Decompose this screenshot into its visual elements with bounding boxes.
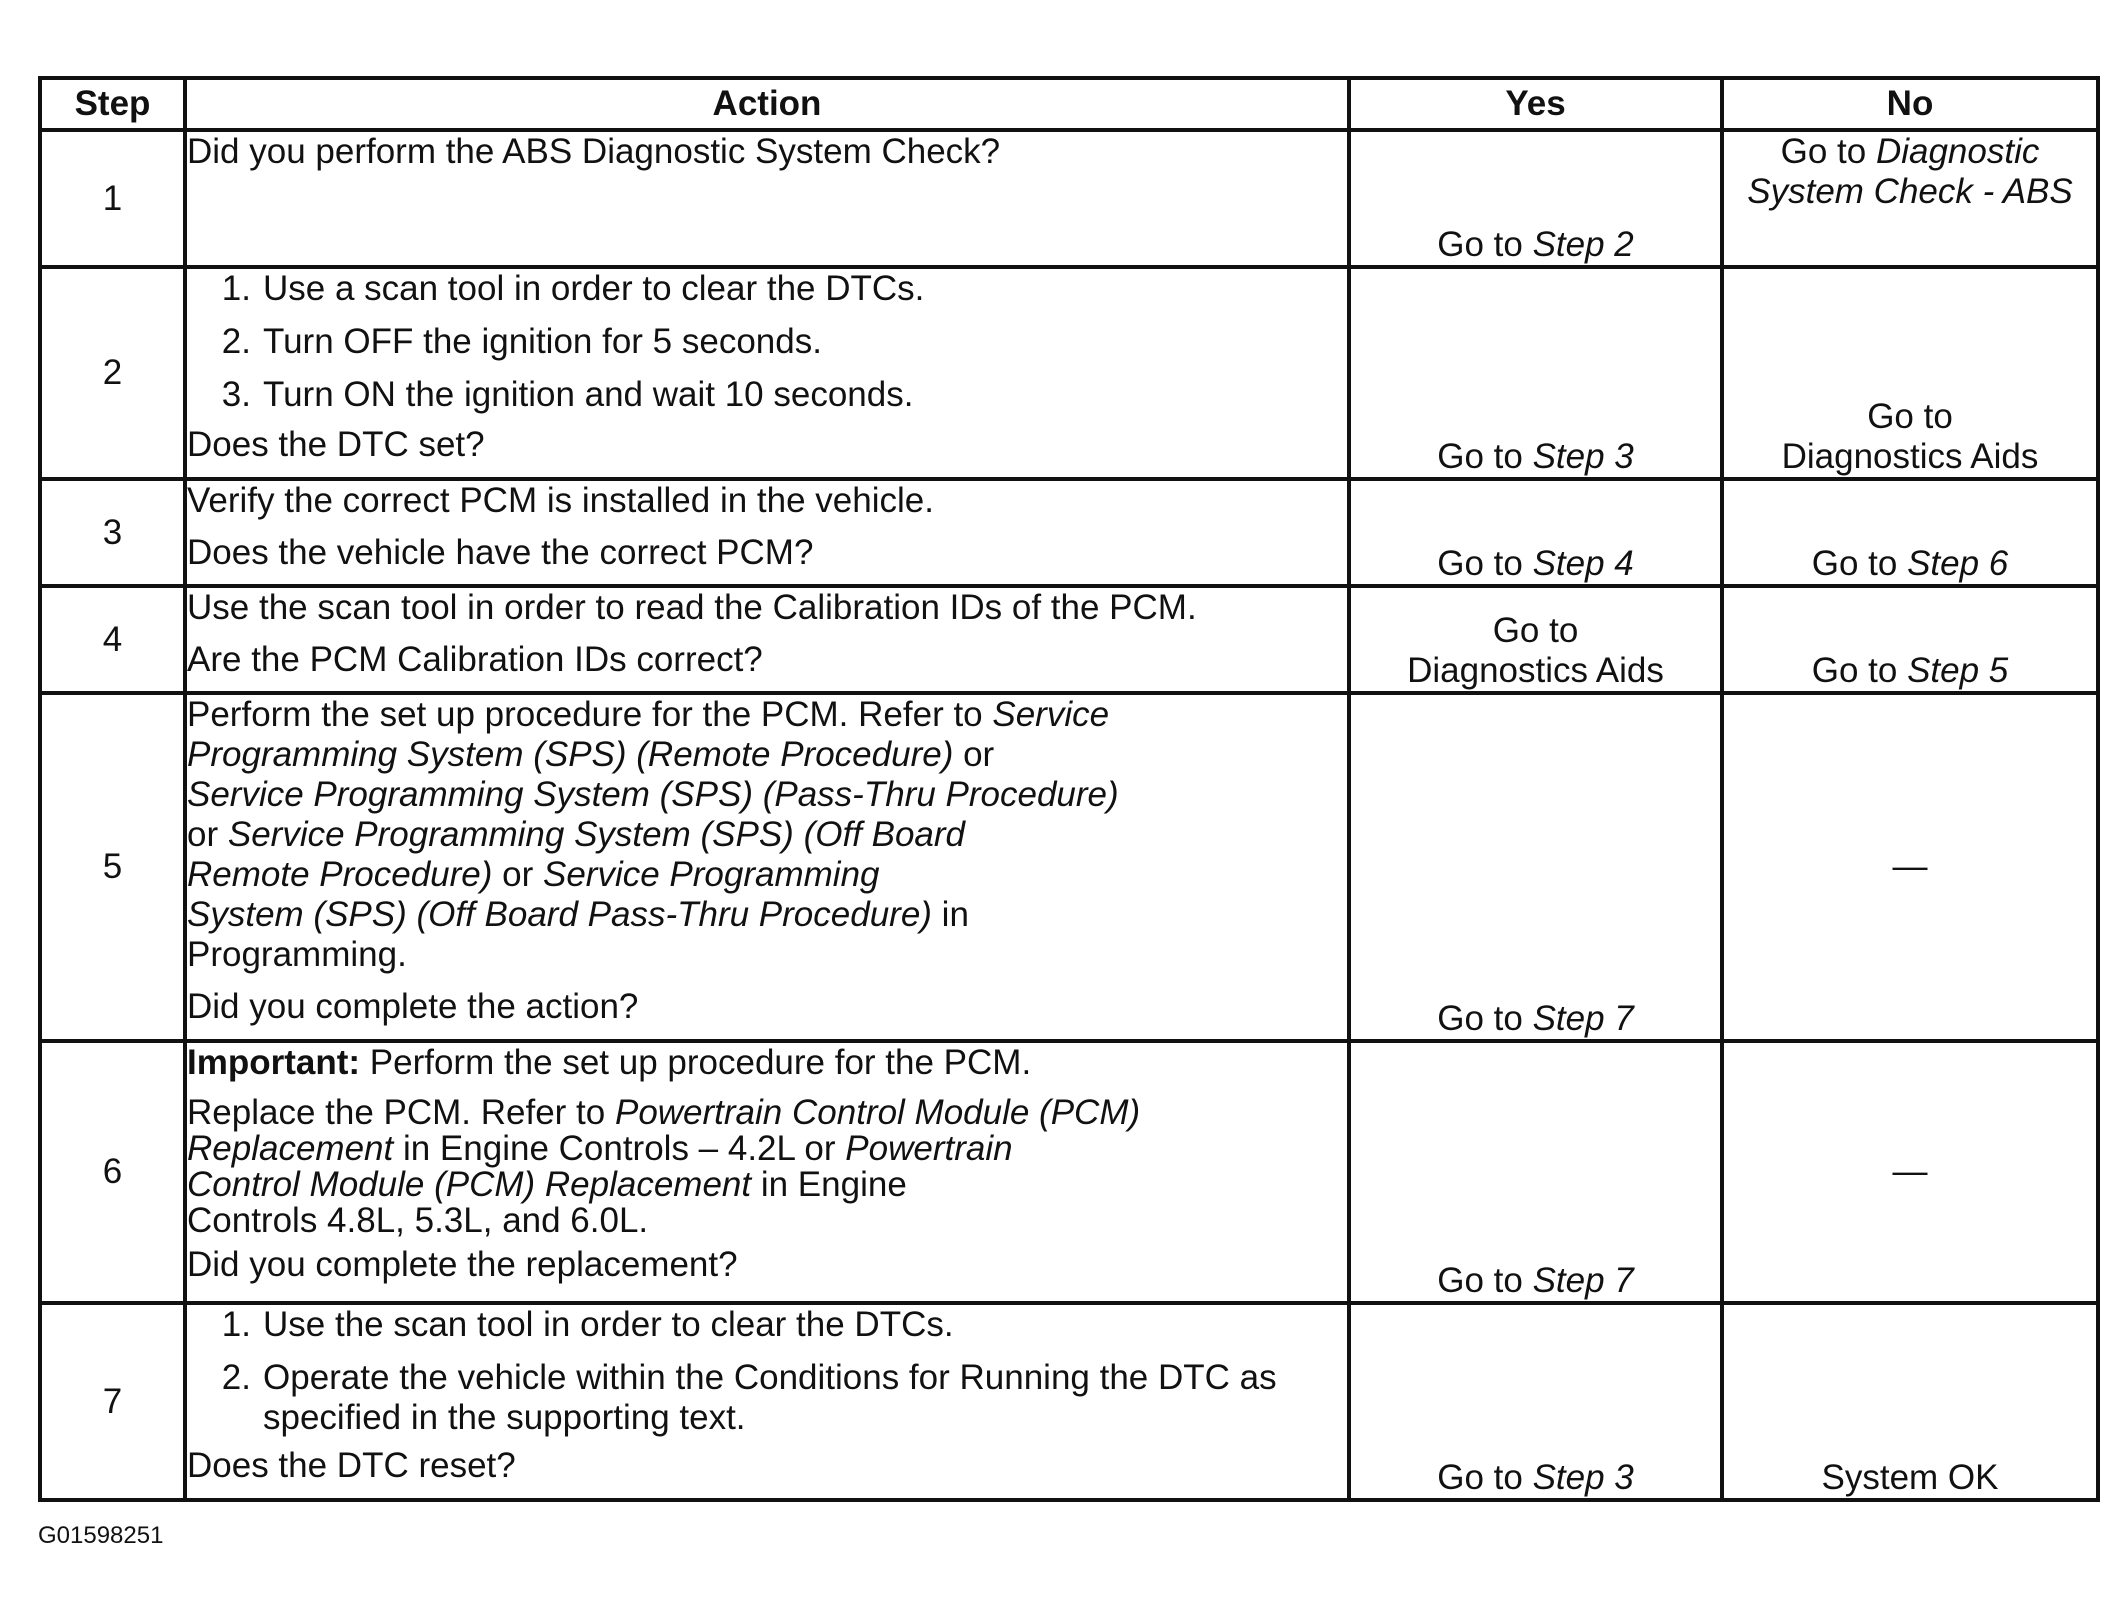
no-link: Diagnostic — [1875, 132, 2040, 171]
yes-prefix: Go to — [1437, 437, 1533, 476]
list-item: 2. Turn OFF the ignition for 5 seconds. — [221, 322, 822, 361]
yes-prefix: Go to — [1437, 1458, 1533, 1497]
step-number: 6 — [40, 1041, 185, 1303]
table-row — [40, 267, 2098, 479]
yes-cell — [1349, 1041, 1722, 1303]
reference-link: Service Programming System (SPS) (Pass-Thru Procedure) — [187, 775, 1119, 814]
reference-link: Control Module (PCM) Replacement — [187, 1165, 752, 1204]
no-prefix: Go to — [1780, 132, 1876, 171]
action-text: in Engine — [751, 1165, 907, 1204]
step-number: 3 — [40, 479, 185, 586]
yes-step-link: Step 7 — [1532, 999, 1634, 1038]
important-label: Important: — [187, 1043, 361, 1082]
table-row — [40, 586, 2098, 693]
important-text: Perform the set up procedure for the PCM. — [360, 1043, 1032, 1082]
action-text: Perform the set up procedure for the PCM. Refer to — [187, 695, 993, 734]
procedure-list — [187, 269, 1347, 415]
table-row — [40, 693, 2098, 1041]
no-step-link: Step 6 — [1907, 544, 2009, 583]
yes-cell — [1349, 130, 1722, 267]
no-prefix: Go to — [1811, 651, 1908, 690]
procedure-list — [187, 1305, 1347, 1438]
table-row — [40, 479, 2098, 586]
reference-link: System (SPS) (Off Board Pass-Thru Procedure) — [187, 895, 932, 934]
question-text: Does the vehicle have the correct PCM? — [187, 533, 814, 572]
action-cell — [185, 479, 1349, 586]
yes-step-link: Step 7 — [1532, 1261, 1634, 1300]
action-text: Use the scan tool in order to read the Calibration IDs of the PCM. — [187, 588, 1197, 627]
no-dash: — — [1892, 847, 1928, 886]
no-prefix: Go to — [1811, 544, 1908, 583]
no-link-cont: System Check - ABS — [1747, 172, 2073, 211]
yes-cell — [1349, 267, 1722, 479]
action-cell — [185, 1303, 1349, 1500]
action-cell — [185, 1041, 1349, 1303]
action-cell — [185, 267, 1349, 479]
no-cell — [1722, 1303, 2098, 1500]
yes-prefix: Go to — [1437, 225, 1533, 264]
step-number: 2 — [40, 267, 185, 479]
no-dash: — — [1892, 1152, 1928, 1191]
table-row — [40, 1303, 2098, 1500]
header-no: No — [1722, 78, 2098, 130]
table-header-row — [40, 78, 2098, 130]
action-text: in Engine Controls – 4.2L or — [393, 1129, 846, 1168]
action-text: Controls 4.8L, 5.3L, and 6.0L. — [187, 1201, 649, 1240]
no-target: Diagnostics Aids — [1781, 437, 2039, 476]
no-cell — [1722, 130, 2098, 267]
yes-cell — [1349, 1303, 1722, 1500]
reference-link: Service — [992, 695, 1110, 734]
no-cell — [1722, 693, 2098, 1041]
yes-cell — [1349, 586, 1722, 693]
yes-prefix: Go to — [1437, 544, 1533, 583]
step-number: 5 — [40, 693, 185, 1041]
yes-prefix: Go to — [1437, 1261, 1533, 1300]
question-text: Did you complete the action? — [187, 987, 639, 1026]
action-text: Verify the correct PCM is installed in the vehicle. — [187, 481, 934, 520]
list-item: 2. Operate the vehicle within the Conditions for Running the DTC as specified in the supporting text. — [221, 1358, 1277, 1437]
diagnostic-table — [38, 76, 2100, 1502]
reference-link: Replacement — [187, 1129, 394, 1168]
step-number: 4 — [40, 586, 185, 693]
figure-id: G01598251 — [38, 1522, 164, 1549]
action-text: Replace the PCM. Refer to — [187, 1093, 615, 1132]
list-item: 1. Use the scan tool in order to clear the DTCs. — [221, 1305, 954, 1344]
action-cell — [185, 130, 1349, 267]
reference-link: Service Programming System (SPS) (Off Board — [227, 815, 966, 854]
yes-prefix: Go to — [1492, 611, 1579, 650]
no-cell — [1722, 267, 2098, 479]
no-cell — [1722, 1041, 2098, 1303]
action-text: or — [953, 735, 995, 774]
no-cell — [1722, 586, 2098, 693]
reference-link: Remote Procedure) — [187, 855, 493, 894]
action-text: or — [187, 815, 228, 854]
table-row — [40, 130, 2098, 267]
question-text: Does the DTC set? — [187, 425, 485, 464]
yes-step-link: Step 3 — [1532, 1458, 1634, 1497]
yes-step-link: Step 2 — [1532, 225, 1634, 264]
no-prefix: Go to — [1867, 397, 1953, 436]
action-text: Did you perform the ABS Diagnostic System Check? — [187, 132, 1001, 171]
action-text: Programming. — [187, 935, 407, 974]
list-item: 3. Turn ON the ignition and wait 10 seconds. — [221, 375, 914, 414]
table-row — [40, 1041, 2098, 1303]
question-text: Are the PCM Calibration IDs correct? — [187, 640, 763, 679]
action-text: in — [931, 895, 969, 934]
reference-link: Powertrain Control Module (PCM) — [614, 1093, 1141, 1132]
yes-prefix: Go to — [1437, 999, 1533, 1038]
yes-step-link: Step 3 — [1532, 437, 1634, 476]
step-number: 1 — [40, 130, 185, 267]
step-number: 7 — [40, 1303, 185, 1500]
action-cell — [185, 693, 1349, 1041]
header-step: Step — [40, 78, 185, 130]
yes-cell — [1349, 693, 1722, 1041]
reference-link: Service Programming — [543, 855, 880, 894]
reference-link: Programming System (SPS) (Remote Procedure) — [187, 735, 954, 774]
no-result: System OK — [1821, 1458, 1999, 1497]
action-cell — [185, 586, 1349, 693]
question-text: Does the DTC reset? — [187, 1446, 516, 1485]
no-step-link: Step 5 — [1907, 651, 2009, 690]
yes-target: Diagnostics Aids — [1407, 651, 1664, 690]
header-action: Action — [185, 78, 1349, 130]
yes-cell — [1349, 479, 1722, 586]
yes-step-link: Step 4 — [1532, 544, 1634, 583]
action-text: or — [492, 855, 543, 894]
no-cell — [1722, 479, 2098, 586]
question-text: Did you complete the replacement? — [187, 1245, 738, 1284]
header-yes: Yes — [1349, 78, 1722, 130]
reference-link: Powertrain — [845, 1129, 1013, 1168]
list-item: 1. Use a scan tool in order to clear the DTCs. — [221, 269, 925, 308]
